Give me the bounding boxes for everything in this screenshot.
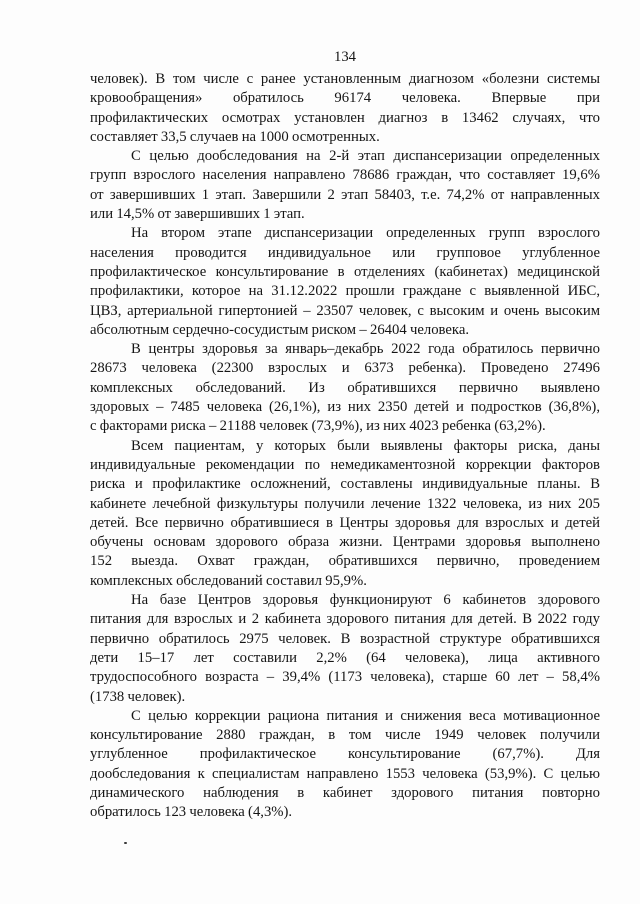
text-line: с факторами риска – 21188 человек (73,9%), из них 4023 ребенка (63,2%). [90, 418, 546, 435]
text-line: комплексных обследований составил 95,9%. [90, 572, 367, 589]
text-line: 28673 человека (22300 взрослых и 6373 ребенка). Проведено 27496 [90, 360, 600, 377]
text-line: дети 15–17 лет составили 2,2% (64 человека), лица активного [90, 649, 600, 666]
document-body [90, 70, 600, 823]
text-line: углубленное профилактическое консультирование (67,7%). Для [90, 746, 600, 763]
text-line: динамического наблюдения в кабинет здорового питания повторно [90, 784, 600, 801]
text-line: индивидуальные рекомендации по немедикаментозной коррекции факторов [90, 456, 600, 473]
text-line: С целью коррекции рациона питания и снижения веса мотивационное [131, 707, 600, 724]
scan-speck [124, 842, 127, 844]
page-number: 134 [333, 49, 357, 65]
text-line: С целью дообследования на 2-й этап диспансеризации определенных [131, 148, 600, 165]
paragraph [90, 224, 600, 340]
text-line: питания для взрослых и 2 кабинета здорового питания для детей. В 2022 году [90, 611, 600, 628]
text-line: В центры здоровья за январь–декабрь 2022 года обратилось первично [131, 341, 600, 358]
text-line: или 14,5% от завершивших 1 этап. [90, 206, 305, 223]
text-line: населения проводится индивидуальное или групповое углубленное [90, 244, 600, 261]
text-line: групп взрослого населения направлено 78686 граждан, что составляет 19,6% [90, 167, 600, 184]
text-line: На базе Центров здоровья функционируют 6 кабинетов здорового [131, 592, 600, 609]
text-line: абсолютным сердечно-сосудистым риском – 26404 человека. [90, 321, 470, 338]
text-line: ЦВЗ, артериальной гипертонией – 23507 человек, с высоким и очень высоким [90, 302, 600, 319]
text-line: дообследования к специалистам направлено 1553 человека (53,9%). С целью [90, 765, 600, 782]
text-line: обратилось 123 человека (4,3%). [90, 804, 293, 821]
text-line: Всем пациентам, у которых были выявлены факторы риска, даны [131, 437, 600, 454]
text-line: профилактическое консультирование в отделениях (кабинетах) медицинской [90, 263, 600, 280]
paragraph [90, 340, 600, 436]
text-line: профилактических осмотрах установлен диагноз в 13462 случаях, что [90, 109, 600, 126]
text-line: здоровых – 7485 человека (26,1%), из них 2350 детей и подростков (36,8%), [90, 399, 600, 416]
paragraph [90, 70, 600, 147]
text-line: комплексных обследований. Из обратившихся первично выявлено [90, 379, 600, 396]
text-line: (1738 человек). [90, 688, 186, 705]
paragraph [90, 437, 600, 591]
text-line: кровообращения» обратилось 96174 человека. Впервые при [90, 90, 600, 107]
text-line: риска и профилактике осложнений, составлены индивидуальные планы. В [90, 476, 600, 493]
paragraph [90, 707, 600, 823]
text-line: обучены основам здорового образа жизни. Центрами здоровья выполнено [90, 534, 600, 551]
text-line: консультирование 2880 граждан, в том числе 1949 человек получили [90, 727, 600, 744]
text-line: 152 выезда. Охват граждан, обратившихся первично, проведением [90, 553, 600, 570]
text-line: детей. Все первично обратившиеся в Центры здоровья для взрослых и детей [90, 514, 600, 531]
text-line: кабинете лечебной физкультуры получили лечение 1322 человека, из них 205 [90, 495, 600, 512]
text-line: составляет 33,5 случаев на 1000 осмотренных. [90, 128, 380, 145]
text-line: На втором этапе диспансеризации определенных групп взрослого [131, 225, 600, 242]
text-line: человек). В том числе с ранее установленным диагнозом «болезни системы [90, 71, 600, 87]
paragraph [90, 147, 600, 224]
text-line: трудоспособного возраста – 39,4% (1173 человека), старше 60 лет – 58,4% [90, 669, 600, 686]
text-line: от завершивших 1 этап. Завершили 2 этап 58403, т.е. 74,2% от направленных [90, 186, 600, 203]
text-line: профилактики, которое на 31.12.2022 прошли граждане с выявленной ИБС, [90, 283, 600, 300]
paragraph [90, 591, 600, 707]
text-line: первично обратилось 2975 человек. В возрастной структуре обратившихся [90, 630, 600, 647]
